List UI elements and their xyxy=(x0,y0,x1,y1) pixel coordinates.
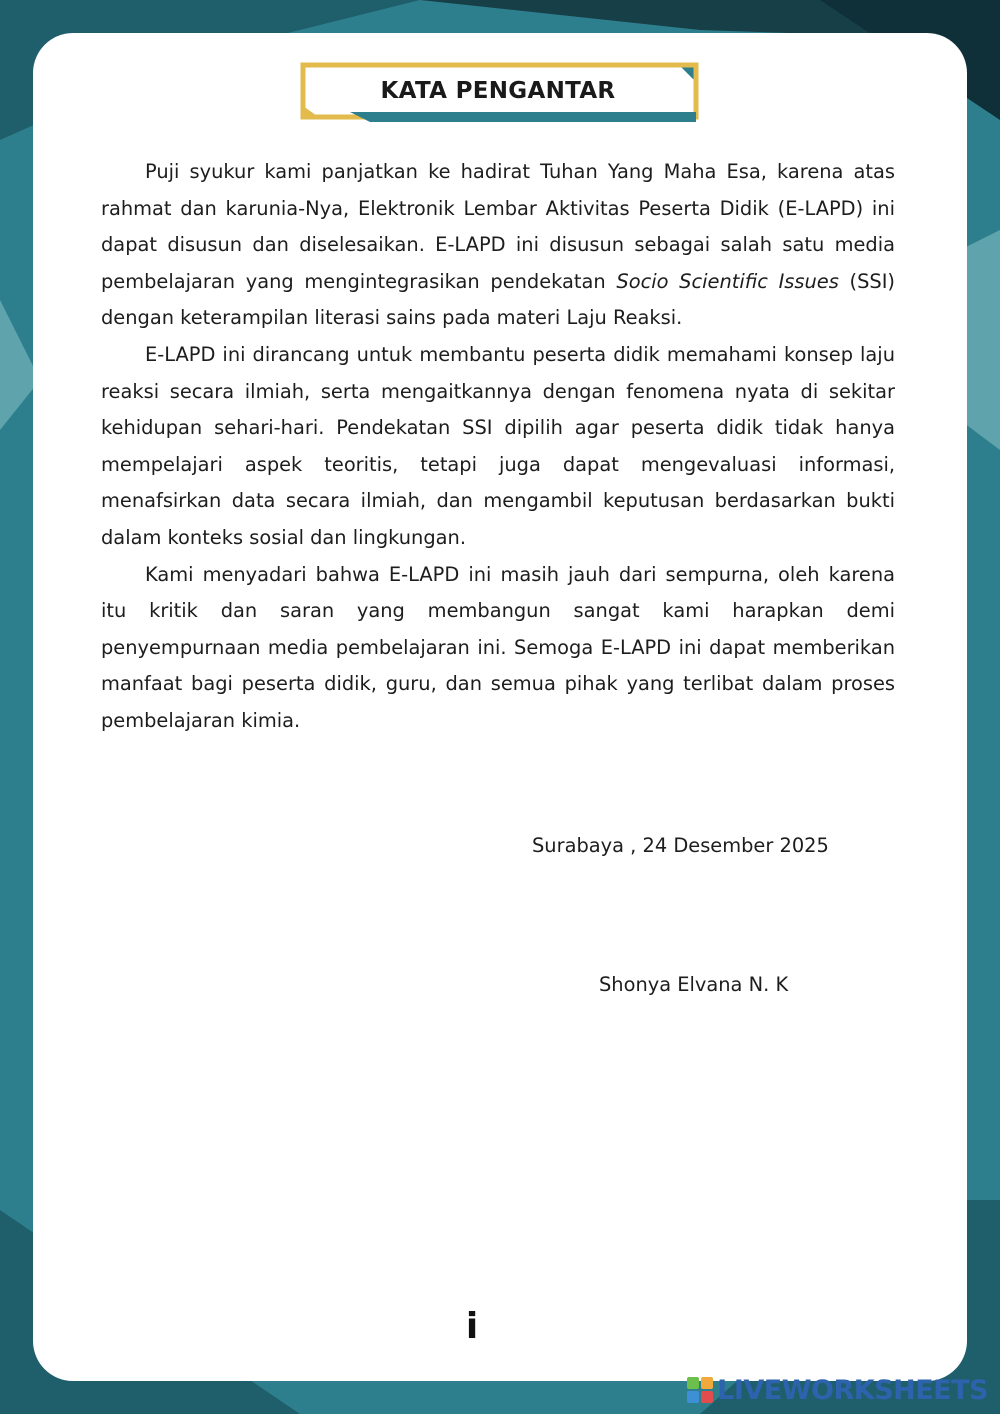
page-number: i xyxy=(465,1306,479,1347)
paragraph-1-part-a: Puji syukur kami panjatkan ke hadirat Tuhan Yang Maha Esa, karena atas rahmat dan karunia-Nya, Elektronik Lembar Aktivitas Peserta Didik (E-LAPD) ini dapat disusun dan diselesaikan. E-LAPD ini disusun sebagai salah satu media pembelajaran yang mengintegrasikan pendekatan xyxy=(101,160,895,293)
paragraph-1-italic-term: Socio Scientific Issues xyxy=(616,269,839,293)
page-title: KATA PENGANTAR xyxy=(380,78,616,104)
watermark-text: LIVEWORKSHEETS xyxy=(717,1374,988,1406)
liveworksheets-logo-icon xyxy=(687,1377,713,1403)
paragraph-3: Kami menyadari bahwa E-LAPD ini masih jauh dari sempurna, oleh karena itu kritik dan saran yang membangun sangat kami harapkan demi penyempurnaan media pembelajaran ini. Semoga E-LAPD ini dapat memberikan manfaat bagi peserta didik, guru, dan semua pihak yang terlibat dalam proses pembelajaran kimia. xyxy=(101,562,895,732)
liveworksheets-watermark xyxy=(687,1372,988,1408)
place-date: Surabaya , 24 Desember 2025 xyxy=(532,834,829,857)
preface-body xyxy=(101,154,895,740)
paragraph-1 xyxy=(101,154,895,337)
paragraph-2: E-LAPD ini dirancang untuk membantu peserta didik memahami konsep laju reaksi secara ilmiah, serta mengaitkannya dengan fenomena nyata di sekitar kehidupan sehari-hari. Pendekatan SSI dipilih agar peserta didik tidak hanya mempelajari aspek teoritis, tetapi juga dapat mengevaluasi informasi, menafsirkan data secara ilmiah, dan mengambil keputusan berdasarkan bukti dalam konteks sosial dan lingkungan. xyxy=(101,342,895,549)
paragraph-1-part-b: (SSI) dengan keterampilan literasi sains pada materi Laju Reaksi. xyxy=(101,269,895,330)
signer-name: Shonya Elvana N. K xyxy=(599,973,789,996)
title-banner xyxy=(300,62,700,124)
